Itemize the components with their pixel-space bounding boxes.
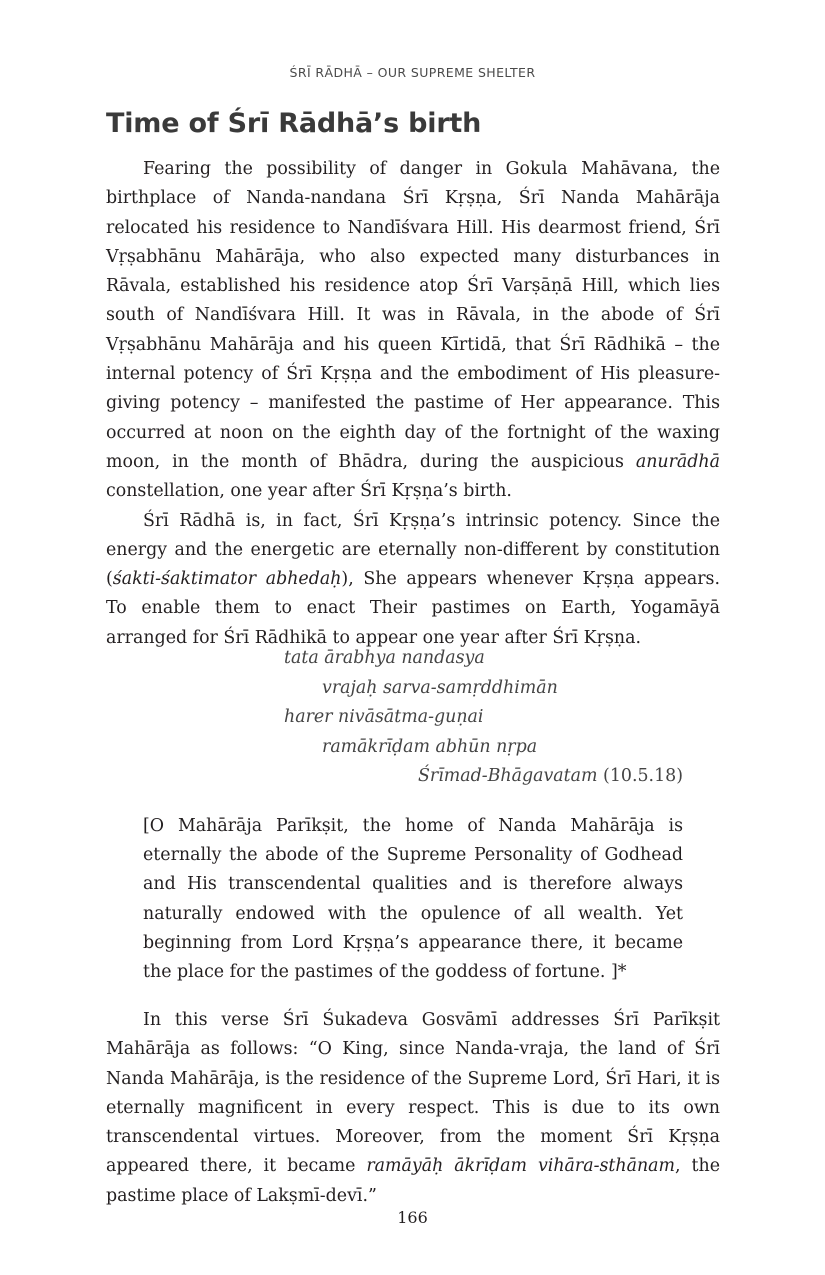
paragraph-text: ), She appears whenever Kṛṣṇa appears. To enable them to enact Their pastimes on Earth, Yogamāyā arranged for Śrī Rādhikā to appear one year after Śrī Kṛṣṇa. — [106, 569, 720, 648]
paragraph-text: , the pastime place of Lakṣmī-devī.” — [106, 1156, 720, 1206]
paragraph-text: In this verse Śrī Śukadeva Gosvāmī addresses Śrī Parīkṣit Mahārāja as follows: “O King, since Nanda-vraja, the land of Śrī Nanda Mahārāja, is the residence of the Supreme Lord, Śrī Hari, it is eternally magnificent in every respect. This is due to its own transcendental virtues. Moreover, from the moment Śrī Kṛṣṇa appeared there, it became — [106, 1010, 720, 1177]
paragraph-birth-setting — [106, 155, 720, 507]
commentary-text — [106, 1006, 720, 1211]
italic-term: anurādhā — [635, 451, 720, 472]
running-head: ŚRĪ RĀDHĀ – OUR SUPREME SHELTER — [289, 65, 536, 80]
italic-term: śakti-śaktimator abhedaḥ — [112, 569, 342, 590]
page-number: 166 — [397, 1208, 428, 1227]
paragraph-commentary — [106, 1006, 720, 1211]
verse-block — [284, 644, 684, 792]
paragraph-text: Śrī Rādhā is, in fact, Śrī Kṛṣṇa’s intrinsic potency. Since the energy and the energetic are eternally non-different by constitution ( — [106, 510, 720, 590]
section-title: Time of Śrī Rādhā’s birth — [106, 108, 482, 139]
verse-source-ref: (10.5.18) — [603, 766, 683, 786]
verse-translation: [O Mahārāja Parīkṣit, the home of Nanda Mahārāja is eternally the abode of the Supreme Personality of Godhead and His transcendental qualities and is therefore always naturally endowed with the opulence of all wealth. Yet beginning from Lord Kṛṣṇa’s appearance there, it became the place for the pastimes of the goddess of fortune. ]* — [143, 816, 683, 983]
verse-line: harer nivāsātma-guṇai — [284, 707, 484, 727]
verse-line: tata ārabhya nandasya — [284, 648, 485, 668]
paragraph-text: Fearing the possibility of danger in Gokula Mahāvana, the birthplace of Nanda-nandana Śrī Kṛṣṇa, Śrī Nanda Mahārāja relocated his residence to Nandīśvara Hill. His dearmost friend, Śrī Vṛṣabhānu Mahārāja, who also expected many disturbances in Rāvala, established his residence atop Śrī Varṣāṇā Hill, which lies south of Nandīśvara Hill. It was in Rāvala, in the abode of Śrī Vṛṣabhānu Mahārāja and his queen Kīrtidā, that Śrī Rādhikā – the internal potency of Śrī Kṛṣṇa and the embodiment of His pleasure-giving potency – manifested the pastime of Her appearance. This occurred at noon on the eighth day of the fortnight of the waxing moon, in the month of Bhādra, during the auspicious — [106, 159, 720, 472]
body-text — [106, 155, 720, 653]
verse-line: ramākrīḍam abhūn nṛpa — [322, 736, 538, 757]
verse-line: vrajaḥ sarva-samṛddhimān — [322, 677, 558, 698]
verse-source — [284, 762, 684, 792]
verse-source-title: Śrīmad-Bhāgavatam — [417, 766, 598, 786]
italic-term: ramāyāḥ ākrīḍam vihāra-sthānam — [366, 1156, 676, 1177]
paragraph-intrinsic-potency — [106, 507, 720, 653]
paragraph-text: constellation, one year after Śrī Kṛṣṇa’s birth. — [106, 481, 512, 502]
